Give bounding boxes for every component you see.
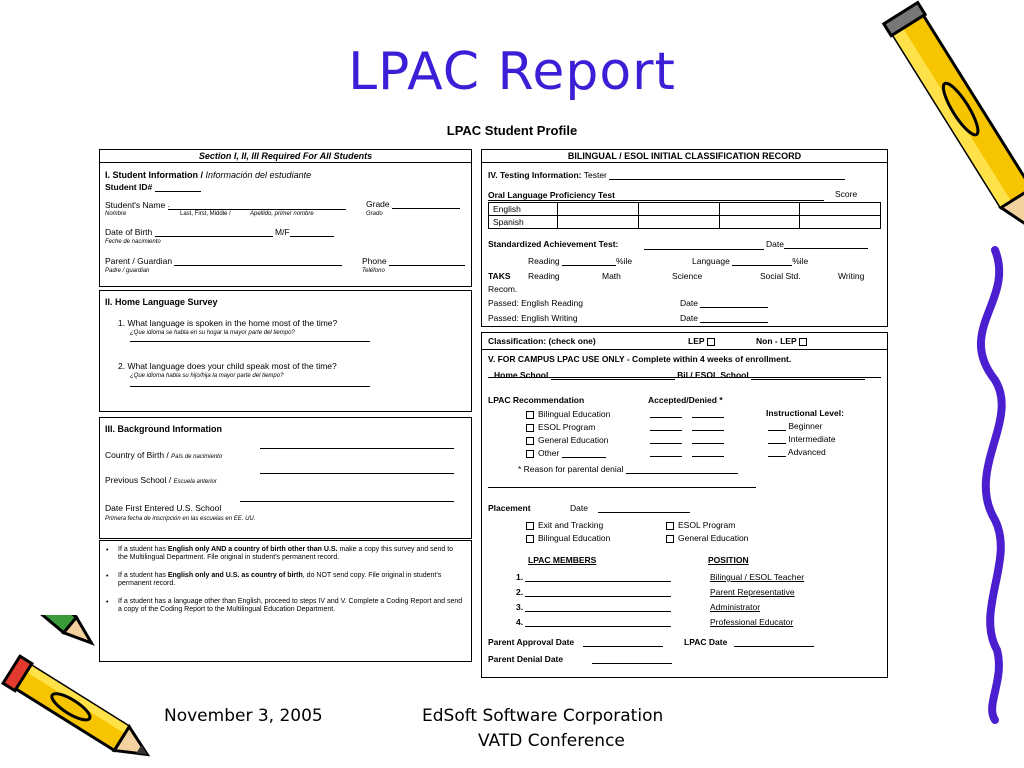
- footer-org-line2: VATD Conference: [478, 731, 625, 751]
- reading-label: Reading: [528, 256, 560, 266]
- s1-heading-es: Información del estudiante: [205, 170, 312, 180]
- bil-school-label: Bil / ESOL School: [677, 370, 749, 380]
- notes-section: • If a student has English only AND a country of birth other than U.S. make a copy this survey and send to the Multilingual Department. File original in student's permanent record. • If a student has English only and U.S. as country of birth, do NOT send copy. File original in student's permanent record. • If a student has a language other than English, proceed to steps IV and V. Complete a Coding Report and send a copy of the Coding Report to the Multilingual Education Department.: [99, 540, 472, 662]
- date-first-label: Date First Entered U.S. School: [105, 503, 222, 513]
- position-4: Professional Educator: [710, 617, 794, 627]
- member-3-field[interactable]: [525, 611, 671, 612]
- footer-date: November 3, 2005: [164, 706, 323, 726]
- passed-label-2: Passed:: [488, 313, 519, 323]
- member-1-field[interactable]: [525, 581, 671, 582]
- classification-label: Classification: (check one): [488, 336, 596, 346]
- country-es: País de nacimiento: [171, 454, 223, 460]
- student-name-mark: .: [167, 199, 170, 209]
- english-cell-4[interactable]: [800, 203, 881, 216]
- country-label: Country of Birth /: [105, 450, 169, 460]
- spanish-label: Spanish: [489, 216, 558, 229]
- name-hint-es: Apellido, primer nombre: [250, 211, 314, 217]
- slide-title: LPAC Report: [348, 42, 676, 102]
- nonlep-option[interactable]: Non - LEP: [756, 336, 811, 346]
- q2-answer-field[interactable]: [130, 386, 370, 387]
- position-2: Parent Representative: [710, 587, 795, 597]
- opt-esol[interactable]: ESOL Program: [526, 422, 595, 432]
- opt-general[interactable]: General Education: [526, 435, 608, 445]
- accepted-denied-label: Accepted/Denied *: [648, 395, 723, 405]
- lpac-rec-label: LPAC Recommendation: [488, 395, 585, 405]
- member-4-field[interactable]: [525, 626, 671, 627]
- s2-heading: II. Home Language Survey: [105, 297, 218, 307]
- std-date-field[interactable]: [784, 248, 868, 249]
- date-first-es: Primera fecha de inscripción en las escuelas en EE. UU.: [105, 516, 256, 522]
- parent-approval-field[interactable]: [583, 646, 663, 647]
- spanish-cell-4[interactable]: [800, 216, 881, 229]
- parent-denial-label: Parent Denial Date: [488, 654, 564, 664]
- home-school-label: Home School: [494, 370, 549, 380]
- s1-heading: I. Student Information: [105, 170, 198, 180]
- reading-pct: %ile: [616, 256, 633, 266]
- parent-denial-field[interactable]: [592, 663, 672, 664]
- form-title: LPAC Student Profile: [446, 123, 578, 138]
- phone-label: Phone: [362, 256, 387, 266]
- name-hint-parts: Last, First, Middle /: [180, 211, 231, 217]
- student-information-section: Section I, II, III Required For All Students I. Student Information / Información del estudiante Student ID# Student's Name . Grade Nombre Last, First, Middle / Apellido, primer nombre Grado Date of Birth M/F Feche de nacimiento Parent / Guardian Phone Padre / guardian Teléfono: [99, 149, 472, 287]
- reason-field-2[interactable]: [488, 479, 756, 488]
- placement-label: Placement: [488, 503, 531, 513]
- spanish-cell-2[interactable]: [638, 216, 719, 229]
- s4-heading: IV. Testing Information:: [488, 170, 582, 180]
- nonlep-checkbox[interactable]: [799, 338, 807, 346]
- position-3: Administrator: [710, 602, 761, 612]
- lvl-intermediate[interactable]: Intermediate: [768, 434, 836, 444]
- placement-bilingual[interactable]: Bilingual Education: [526, 533, 610, 543]
- eng-writing-label: English Writing: [521, 313, 578, 323]
- language-pct: %ile: [792, 256, 809, 266]
- spanish-cell-3[interactable]: [719, 216, 800, 229]
- position-label: POSITION: [708, 555, 749, 565]
- s3-heading: III. Background Information: [105, 424, 223, 434]
- instructional-level-label: Instructional Level:: [766, 408, 844, 418]
- testing-information-section: [481, 149, 888, 327]
- eng-writing-date-field[interactable]: [700, 322, 768, 323]
- student-name-label: Student's Name: [105, 200, 166, 210]
- recom-label: Recom.: [488, 284, 518, 294]
- taks-science: Science: [672, 271, 703, 281]
- parent-label: Parent / Guardian: [105, 256, 173, 266]
- note-1: If a student has English only AND a country of birth other than U.S. make a copy this survey and send to the Multilingual Department. File original in student's permanent record.: [118, 546, 454, 561]
- student-id-label: Student ID#: [105, 182, 153, 192]
- placement-exit[interactable]: Exit and Tracking: [526, 520, 603, 530]
- grade-field[interactable]: [392, 208, 460, 209]
- taks-writing: Writing: [838, 271, 865, 281]
- prev-school-es: Escuela anterior: [173, 479, 217, 485]
- date-first-field[interactable]: [240, 501, 454, 502]
- dob-hint-es: Feche de nacimiento: [105, 239, 161, 245]
- english-cell-3[interactable]: [719, 203, 800, 216]
- grade-label: Grade: [366, 199, 390, 209]
- name-hint-en: Nombre: [105, 211, 127, 217]
- language-label: Language: [692, 256, 730, 266]
- oral-test-table: [488, 202, 881, 229]
- footer-org-line1: EdSoft Software Corporation: [422, 706, 664, 726]
- country-field[interactable]: [260, 448, 454, 449]
- placement-general[interactable]: General Education: [666, 533, 748, 543]
- lep-checkbox[interactable]: [707, 338, 715, 346]
- q1-answer-field[interactable]: [130, 341, 370, 342]
- reason-field[interactable]: [626, 473, 738, 474]
- eng-reading-label: English Reading: [521, 298, 583, 308]
- left-section-header: Section I, II, III Required For All Students: [100, 150, 471, 163]
- prev-school-label: Previous School /: [105, 475, 172, 485]
- s5-heading: V. FOR CAMPUS LPAC USE ONLY - Complete within 4 weeks of enrollment.: [488, 354, 792, 364]
- phone-hint-es: Teléfono: [362, 268, 385, 274]
- reason-label: * Reason for parental denial: [518, 464, 624, 474]
- std-test-field[interactable]: [644, 239, 764, 250]
- eng-reading-date-field[interactable]: [700, 307, 768, 308]
- prev-school-field[interactable]: [260, 473, 454, 474]
- q2-es-label: ¿Que idioma habla su hijo/hija la mayor parte del tiempo?: [130, 373, 284, 379]
- background-information-section: [99, 417, 472, 539]
- english-cell-2[interactable]: [638, 203, 719, 216]
- q2-label: 2. What language does your child speak most of the time?: [118, 361, 337, 371]
- lvl-beginner[interactable]: Beginner: [768, 421, 822, 431]
- mf-field[interactable]: [290, 236, 334, 237]
- position-1: Bilingual / ESOL Teacher: [710, 572, 805, 582]
- opt-bilingual[interactable]: Bilingual Education: [526, 409, 610, 419]
- lep-option[interactable]: LEP: [688, 336, 719, 346]
- parent-approval-label: Parent Approval Date: [488, 637, 575, 647]
- placement-date-field[interactable]: [598, 512, 690, 513]
- home-language-survey-section: [99, 290, 472, 412]
- members-label: LPAC MEMBERS: [528, 555, 597, 565]
- note-3: If a student has a language other than English, proceed to steps IV and V. Complete a Coding Report and send a copy of the Coding Report to the Multilingual Education Department.: [118, 598, 463, 613]
- grade-hint-es: Grado: [366, 211, 383, 217]
- std-date-label: Date: [766, 239, 784, 249]
- dob-label: Date of Birth: [105, 227, 153, 237]
- classification-section: Classification: (check one) LEP Non - LEP V. FOR CAMPUS LPAC USE ONLY - Complete within 4 weeks of enrollment. Home School Bil / ESOL School LPAC Recommendation Accepted/Denied * Instructional Level: Bilingual Education ESOL Program General Education Other Beginner Intermediate Advanced * Reason for parental denial Placement Date Exit and Tracking ESOL Program Bilingual Education General Education LPAC MEMBERS POSITION 1. 2. 3. 4. Bilingual / ESOL Teacher Parent Representative Administrator Professional Educator Parent Approval Date LPAC Date Parent Denial Date: [481, 332, 888, 678]
- tester-label: Tester: [583, 170, 607, 180]
- parent-hint-es: Padre / guardian: [105, 268, 150, 274]
- taks-reading: Reading: [528, 271, 560, 281]
- lvl-advanced[interactable]: Advanced: [768, 447, 826, 457]
- lpac-date-label: LPAC Date: [684, 637, 728, 647]
- mf-label: M/F: [275, 227, 290, 237]
- phone-field[interactable]: [389, 265, 465, 266]
- spanish-cell-1[interactable]: [558, 216, 639, 229]
- score-label: Score: [835, 189, 858, 199]
- eng-reading-date-label: Date: [680, 298, 698, 308]
- passed-label-1: Passed:: [488, 298, 519, 308]
- home-school-field[interactable]: [551, 379, 675, 380]
- bil-school-field[interactable]: [751, 379, 865, 380]
- taks-social: Social Std.: [760, 271, 801, 281]
- member-2-field[interactable]: [525, 596, 671, 597]
- q1-label: 1. What language is spoken in the home most of the time?: [118, 318, 338, 328]
- student-name-field[interactable]: [168, 199, 346, 210]
- taks-math: Math: [602, 271, 621, 281]
- english-label: English: [489, 203, 558, 216]
- opt-other[interactable]: Other: [526, 448, 606, 458]
- q1-es-label: ¿Que idioma se habla en su hogar la mayor parte del tiempo?: [130, 330, 295, 336]
- taks-label: TAKS: [488, 271, 511, 281]
- std-test-label: Standardized Achievement Test:: [488, 239, 619, 249]
- lpac-date-field[interactable]: [734, 646, 814, 647]
- eng-writing-date-label: Date: [680, 313, 698, 323]
- reading-field[interactable]: [562, 265, 616, 266]
- placement-date-label: Date: [570, 503, 588, 513]
- english-cell-1[interactable]: [558, 203, 639, 216]
- right-section-header: BILINGUAL / ESOL INITIAL CLASSIFICATION RECORD: [482, 150, 887, 163]
- parent-field[interactable]: [174, 265, 342, 266]
- oral-test-label: Oral Language Proficiency Test: [488, 190, 615, 200]
- language-field[interactable]: [732, 265, 792, 266]
- dob-field[interactable]: [155, 236, 273, 237]
- tester-field[interactable]: [609, 179, 845, 180]
- note-2: If a student has English only and U.S. as country of birth, do NOT send copy. File original in student's permanent record.: [118, 572, 442, 587]
- student-id-field[interactable]: [155, 191, 201, 192]
- placement-esol[interactable]: ESOL Program: [666, 520, 735, 530]
